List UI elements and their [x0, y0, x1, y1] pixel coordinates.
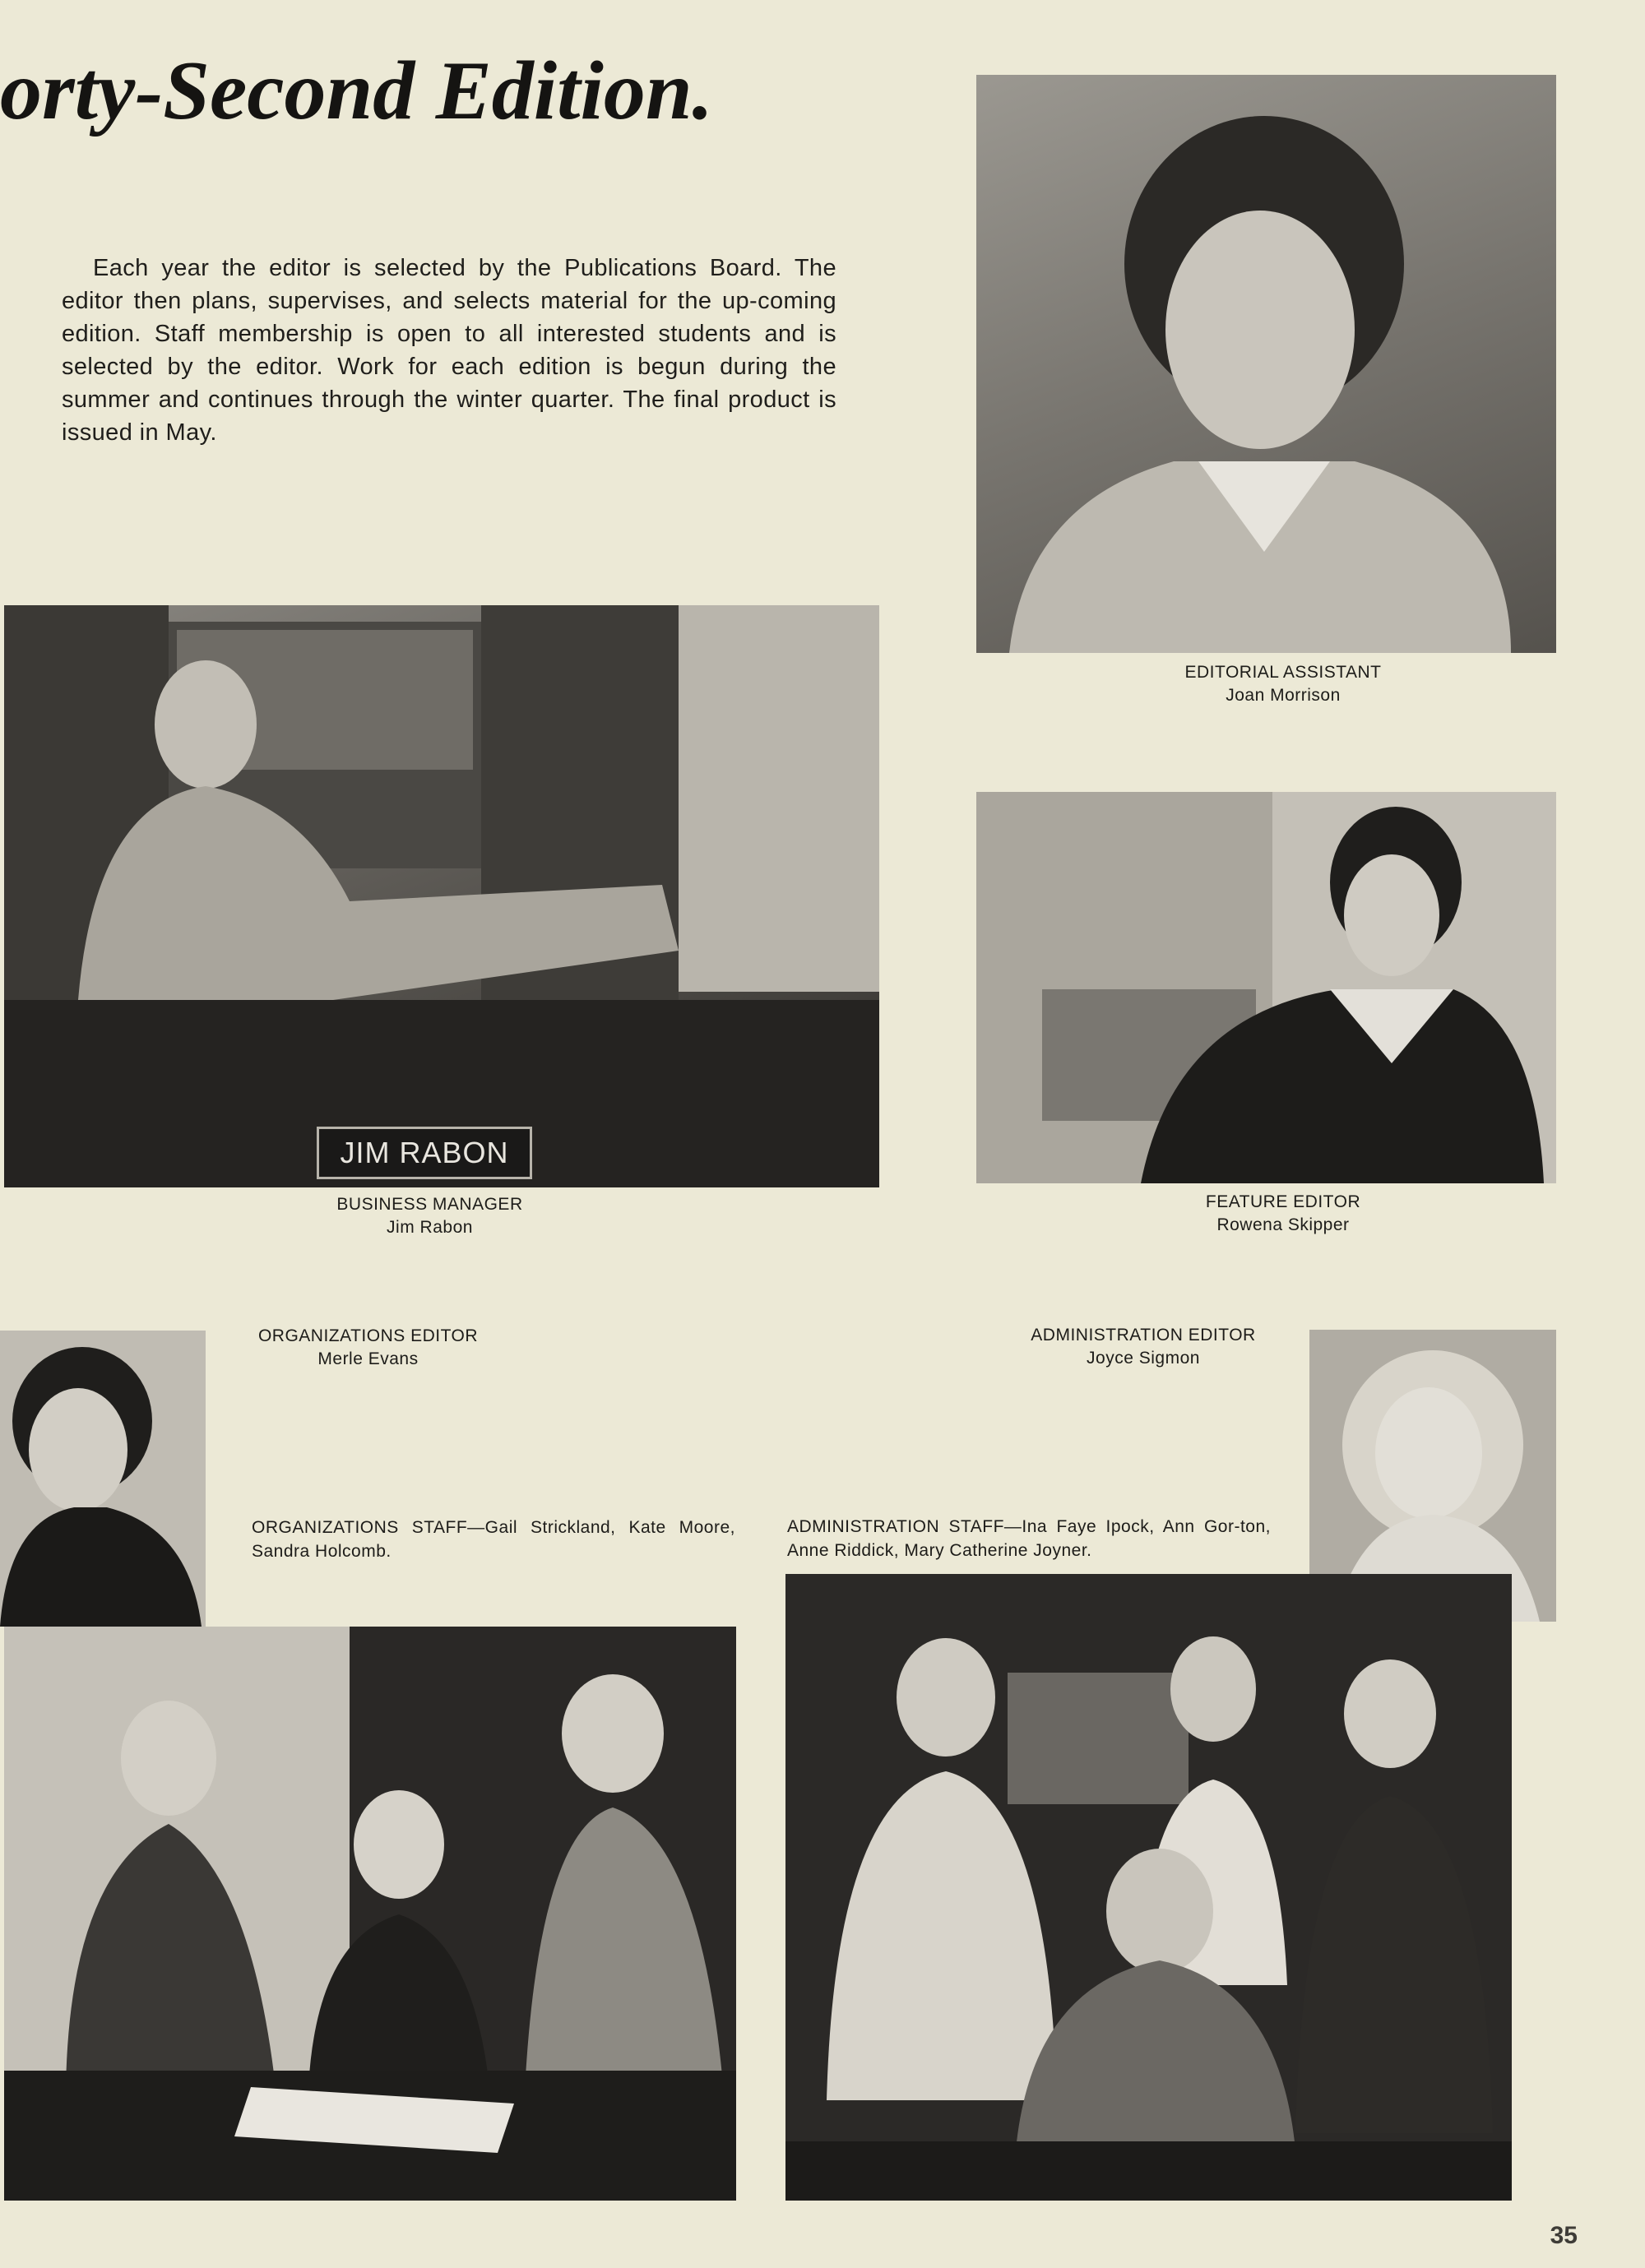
intro-paragraph: Each year the editor is selected by the Publications Board. The editor then plans, supervises, and selects material for the up-coming edition. Staff membership is open to all interested students and is selected by the editor. Work for each edition is begun during the summer and continues through the winter quarter. The final product is issued in May.	[62, 255, 836, 446]
organizations-staff-photo	[4, 1627, 736, 2201]
feature-editor-caption	[1135, 1191, 1431, 1237]
caption-name: Joan Morrison	[1226, 686, 1341, 705]
caption-role: ADMINISTRATION EDITOR	[1031, 1326, 1256, 1345]
editorial-assistant-photo	[976, 75, 1556, 653]
feature-editor-photo	[976, 792, 1556, 1183]
business-manager-photo	[4, 605, 879, 1187]
editorial-assistant-caption	[1135, 661, 1431, 707]
caption-role: FEATURE EDITOR	[1205, 1192, 1361, 1211]
administration-staff-caption: ADMINISTRATION STAFF—Ina Faye Ipock, Ann Gor-ton, Anne Riddick, Mary Catherine Joyner.	[787, 1517, 1271, 1560]
caption-name: Joyce Sigmon	[1087, 1349, 1200, 1368]
caption-name: Merle Evans	[317, 1349, 419, 1368]
organizations-editor-caption	[247, 1325, 489, 1371]
caption-role: BUSINESS MANAGER	[336, 1195, 523, 1214]
organizations-editor-photo	[0, 1331, 206, 1627]
page-title: orty-Second Edition.	[0, 44, 714, 137]
administration-staff-photo	[785, 1574, 1512, 2201]
caption-role: ORGANIZATIONS EDITOR	[257, 1326, 479, 1345]
caption-name: Jim Rabon	[387, 1218, 473, 1237]
organizations-staff-caption: ORGANIZATIONS STAFF—Gail Strickland, Kate Moore, Sandra Holcomb.	[252, 1518, 735, 1561]
business-manager-caption	[284, 1193, 576, 1239]
administration-editor-caption	[1020, 1324, 1267, 1370]
desk-nameplate: JIM RABON	[317, 1127, 532, 1179]
caption-role: EDITORIAL ASSISTANT	[1184, 663, 1382, 682]
caption-name: Rowena Skipper	[1216, 1215, 1350, 1234]
page-number: 35	[1550, 2222, 1578, 2249]
